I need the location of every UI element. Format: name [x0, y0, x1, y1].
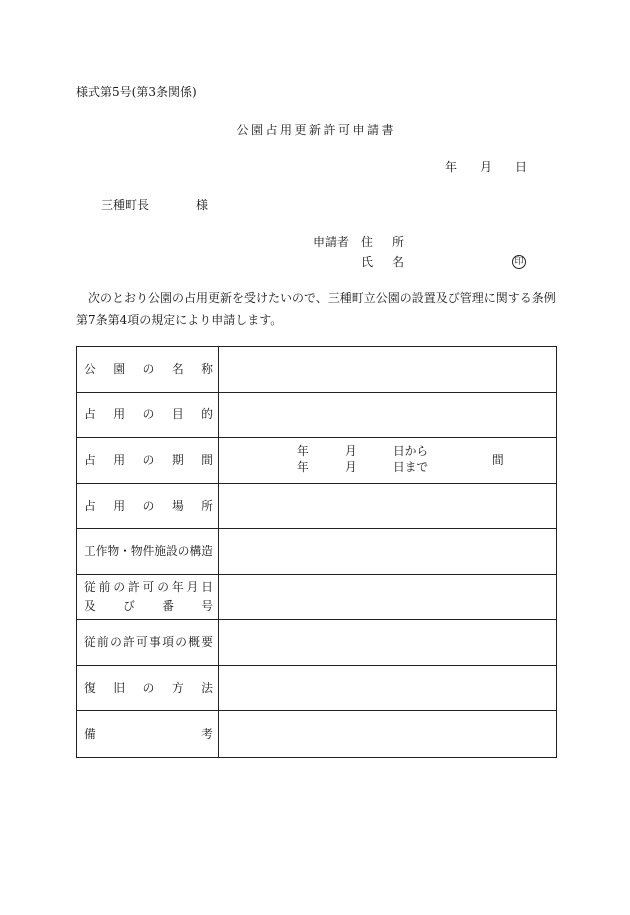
row-value-restoration-method: [219, 666, 556, 712]
row-label-text: 公 園 の 名 称: [84, 361, 213, 376]
period-start-day: 日から: [393, 444, 429, 459]
period-start-year: 年: [297, 444, 309, 459]
row-label-structure: [77, 529, 219, 575]
application-table: [76, 346, 557, 758]
row-label-text: 従 前 の 許 可 事 項 の 概 要: [84, 635, 213, 650]
row-label-park-name: [77, 347, 219, 393]
addressee-name: 三種町長: [101, 198, 150, 212]
row-label-previous-permit-summary: [77, 620, 219, 666]
row-label-purpose: [77, 393, 219, 439]
date-day: 日: [515, 160, 528, 174]
applicant-address-label: 住 所: [361, 235, 404, 249]
body-text-line-2: 第7条第4項の規定により申請します。: [76, 313, 283, 327]
body-text-line-1: 次のとおり公園の占用更新を受けたいので、三種町立公園の設置及び管理に関する条例: [88, 291, 556, 305]
row-value-location: [219, 484, 556, 530]
period-start-month: 月: [345, 444, 357, 459]
row-label-previous-permit-date: [77, 575, 219, 621]
row-label-remarks: [77, 711, 219, 757]
row-value-previous-permit-summary: [219, 620, 556, 666]
applicant-name-label: 氏 名: [361, 255, 404, 269]
row-value-previous-permit-date: [219, 575, 556, 621]
period-end-month: 月: [345, 460, 357, 475]
applicant-label: 申請者: [313, 235, 350, 249]
row-label-restoration-method: [77, 666, 219, 712]
form-title: 公園占用更新許可申請書: [236, 123, 396, 137]
row-value-period: [219, 438, 556, 484]
addressee-honorific: 様: [196, 198, 209, 212]
row-label-text: 復 旧 の 方 法: [84, 680, 213, 695]
row-label-text: 占 用 の 期 間: [84, 453, 213, 468]
row-label-text: 備 考: [84, 726, 213, 741]
row-value-purpose: [219, 393, 556, 439]
form-number: 様式第5号(第3条関係): [76, 85, 197, 99]
row-label-text-line-2: 及 び 番 号: [84, 599, 213, 614]
row-value-structure: [219, 529, 556, 575]
seal-mark: 印: [512, 255, 526, 269]
period-end-day: 日まで: [393, 460, 429, 475]
row-value-park-name: [219, 347, 556, 393]
row-label-text: 占 用 の 目 的: [84, 407, 213, 422]
row-value-remarks: [219, 711, 556, 757]
date-year: 年: [445, 160, 458, 174]
row-label-text: 占 用 の 場 所: [84, 498, 213, 513]
row-label-location: [77, 484, 219, 530]
period-end-year: 年: [297, 460, 309, 475]
row-label-period: [77, 438, 219, 484]
period-duration: 間: [492, 453, 504, 468]
row-label-text: 工 作 物 ・ 物 件 施 設 の 構 造: [84, 544, 213, 559]
date-month: 月: [480, 160, 493, 174]
row-label-text-line-1: 従 前 の 許 可 の 年 月 日: [84, 580, 213, 595]
